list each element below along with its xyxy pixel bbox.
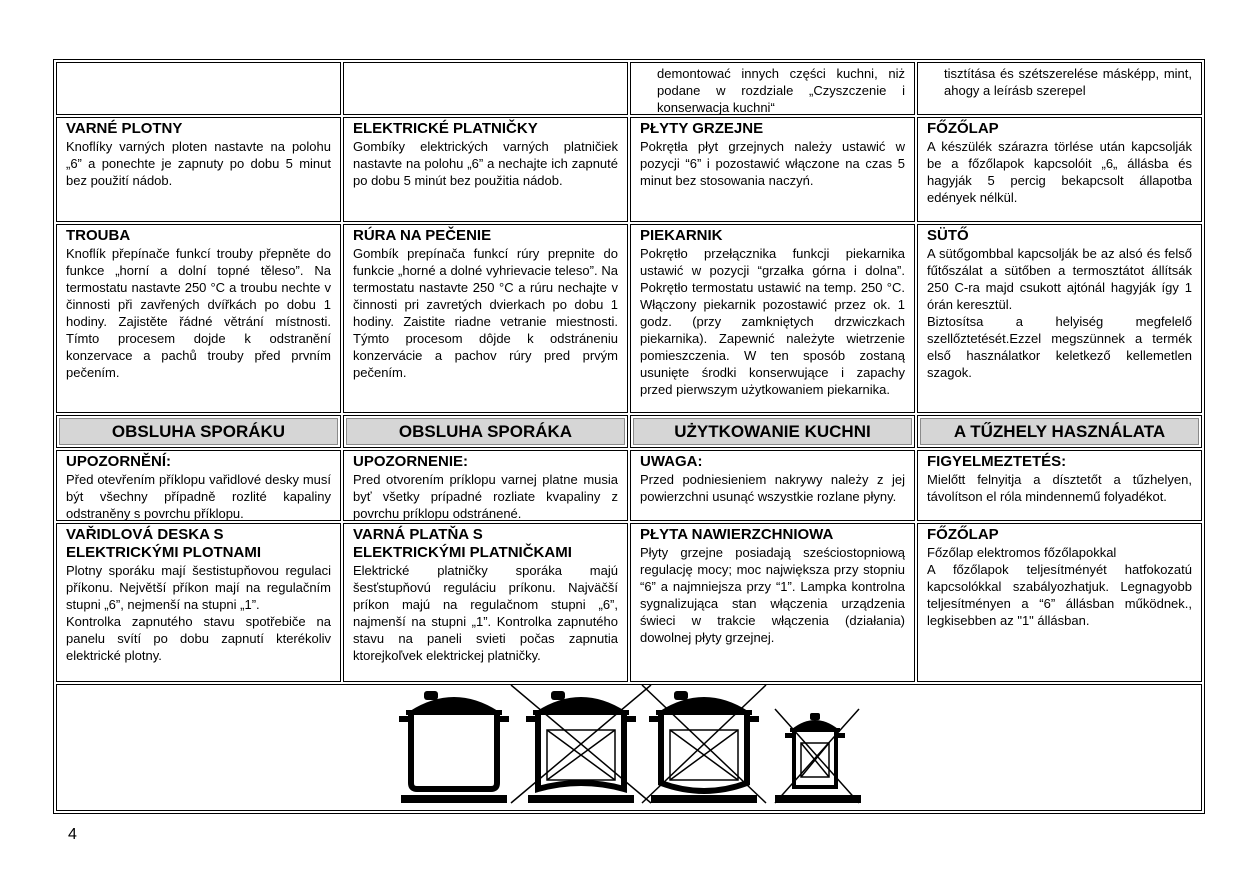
cell-top-4 [917, 62, 1202, 115]
warning-title: FIGYELMEZTETÉS: [927, 453, 1067, 470]
pot-pictograms [57, 685, 1201, 810]
cell-oven-hu [917, 224, 1202, 413]
section-title-line: VAŘIDLOVÁ DESKA S [66, 526, 224, 543]
warning-title: UPOZORNENIE: [353, 453, 469, 470]
pot-correct-icon [399, 691, 509, 803]
page-number: 4 [68, 826, 77, 843]
cell-plates-hu [917, 117, 1202, 222]
cell-plates-pl [630, 117, 915, 222]
section-text: Plotny sporáku mají šestistupňovou regulaci příkonu. Největší příkon mají na regulačním stupni „6”, nejmenší na stupni „1”. [66, 563, 331, 612]
section-title: FŐZŐLAP [927, 120, 999, 137]
section-title: FŐZŐLAP [927, 526, 999, 543]
section-title: PIEKARNIK [640, 227, 723, 244]
cell-hob-pl [630, 523, 915, 682]
pot-wrong-too-small-icon [775, 709, 861, 803]
cell-warning-pl [630, 450, 915, 521]
cell-hob-sk [343, 523, 628, 682]
cell-warning-sk [343, 450, 628, 521]
section-title-line: ELEKTRICKÝMI PLOTNAMI [66, 544, 261, 561]
warning-text: Przed podniesieniem nakrywy należy z jej powierzchni usunąć wszystkie rozlane płyny. [640, 472, 905, 504]
section-title: PŁYTY GRZEJNE [640, 120, 764, 137]
cell-oven-sk [343, 224, 628, 413]
cell-plates-cz [56, 117, 341, 222]
section-header-cz: OBSLUHA SPORÁKU [56, 415, 341, 448]
section-title-line: VARNÁ PLATŇA S [353, 526, 483, 543]
warning-text: Pred otvorením príklopu varnej platne musia byť všetky prípadné rozliate kvapaliny z povrchu príklopu odstránené. [353, 472, 618, 521]
section-title: ELEKTRICKÉ PLATNIČKY [353, 120, 538, 137]
cell-warning-hu [917, 450, 1202, 521]
section-text: Kontrolka zapnutého stavu spotřebiče na panelu svítí po dobu zapnutí kterékoliv elektrické plotny. [66, 614, 331, 663]
section-title-line: ELEKTRICKÝMI PLATNIČKAMI [353, 544, 572, 561]
section-text: Főzőlap elektromos főzőlapokkal [927, 545, 1117, 560]
section-text: Knoflíky varných ploten nastavte na polohu „6” a ponechte je zapnuty po dobu 5 minut bez použití nádob. [66, 139, 331, 188]
section-title: PŁYTA NAWIERZCHNIOWA [640, 526, 834, 543]
cell-top-2 [343, 62, 628, 115]
cell-top-1 [56, 62, 341, 115]
top-text-hu: tisztítása és szétszerelése másképp, mint, ahogy a leírásb szerepel [944, 66, 1192, 98]
warning-title: UWAGA: [640, 453, 703, 470]
cell-plates-sk [343, 117, 628, 222]
section-text: A főzőlapok teljesítményét hatfokozatú kapcsolókkal szabályozhatjuk. Legnagyobb teljesítményen a “6” állásban működnek., legkisebben az "1" állásban. [927, 562, 1192, 628]
cell-oven-cz [56, 224, 341, 413]
section-text: Gombík prepínača funkcí rúry prepnite do funkcie „horné a dolné vyhrievacie teleso”. Na termostatu nastavte 250 °C a rúru nechajte v činnosti pri zavretých dvierkach po dobu 1 hodiny. Zaistite riadne vetranie miestnosti. Týmto procesom dôjde k odstráneniu konzervácie a pachov rúry pred prvým pečením. [353, 246, 618, 380]
section-text: Biztosítsa a helyiség megfelelő szellőztetését.Ezzel megszünnek a termék első használatkor keletkező kellemetlen szagok. [927, 314, 1192, 380]
section-title: VARNÉ PLOTNY [66, 120, 183, 137]
page-frame [53, 59, 1205, 814]
warning-text: Mielőtt felnyitja a dísztetőt a tűzhelyen, távolítson el róla mindennemű folyadékot. [927, 472, 1192, 504]
cell-oven-pl [630, 224, 915, 413]
pot-wrong-concave-base-icon [511, 685, 651, 803]
cell-top-3 [630, 62, 915, 115]
section-text: A készülék szárazra törlése után kapcsolják be a főzőlapok kapcsolóit „6„ állásba és hagyják 5 percig bekapcsolt állapotba edények nélkül. [927, 139, 1192, 205]
cell-warning-cz [56, 450, 341, 521]
section-title: TROUBA [66, 227, 131, 244]
section-header-hu: A TŰZHELY HASZNÁLATA [917, 415, 1202, 448]
section-text: Pokrętło przełącznika funkcji piekarnika ustawić w pozycji “grzałka górna i dolna”. Pokrętło termostatu ustawić na temp. 250 °C. Włączony piekarnik pozostawić przez ok. 1 godz. (przy zamkniętych drzwiczkach piekarnika). Zapewnić należyte wietrzenie pomieszczenia. W ten sposób zostaną usunięte środki konserwujące i zapachy przed pierwszym użytkowaniem piekarnika. [640, 246, 905, 397]
section-text: Pokrętła płyt grzejnych należy ustawić w pozycji “6” i pozostawić włączone na czas 5 minut bez stosowania naczyń. [640, 139, 905, 188]
cell-hob-cz [56, 523, 341, 682]
cell-hob-hu [917, 523, 1202, 682]
section-text: Knoflík přepínače funkcí trouby přepněte do funkce „horní a dolní topné těleso”. Na termostatu nastavte 250 °C a troubu nechte v činnosti při zavřených dvířkách po dobu 1 hodiny. Zajistěte řádné větrání místnosti. Tímto procesem dojde k odstranění konzervace a pachů trouby před prvním pečením. [66, 246, 331, 380]
section-text: A sütőgombbal kapcsolják be az alsó és felső fűtőszálat a sütőben a termosztátot állítsák 250 C-ra majd csukott ajtónál hagyják így 1 órán keresztül. [927, 246, 1192, 312]
warning-text: Před otevřením příklopu vařidlové desky musí být všechny případně rozlité kapaliny odstraněny s povrchu příklopu. [66, 472, 331, 521]
section-text: Gombíky elektrických varných platničiek nastavte na polohu „6” a nechajte ich zapnuté po dobu 5 minút bez použitia nádob. [353, 139, 618, 188]
warning-title: UPOZORNĚNÍ: [66, 453, 171, 470]
pot-wrong-convex-base-icon [642, 685, 766, 803]
top-text-pl: demontować innych części kuchni, niż podane w rozdziale „Czyszczenie i konserwacja kuchni“ [657, 66, 905, 115]
section-header-sk: OBSLUHA SPORÁKA [343, 415, 628, 448]
cell-pictograms [56, 684, 1202, 811]
section-title: RÚRA NA PEČENIE [353, 227, 492, 244]
section-header-pl: UŻYTKOWANIE KUCHNI [630, 415, 915, 448]
section-text: Płyty grzejne posiadają sześciostopniową regulację mocy; moc największa przy stopniu “6” a najmniejsza przy “1”. Lampka kontrolna sygnalizująca stan włączenia urządzenia świeci w trakcie włączenia (działania) dowolnej płyty grzejnej. [640, 545, 905, 645]
section-title: SÜTŐ [927, 227, 969, 244]
section-text: Elektrické platničky sporáka majú šesťstupňovú reguláciu príkonu. Najväčší príkon majú na regulačnom stupni „6”, najmenší na stupni „1”. Kontrolka zapnutého stavu na paneli svieti počas zapnutia ktorejkoľvek elektrickej platničky. [353, 563, 618, 663]
